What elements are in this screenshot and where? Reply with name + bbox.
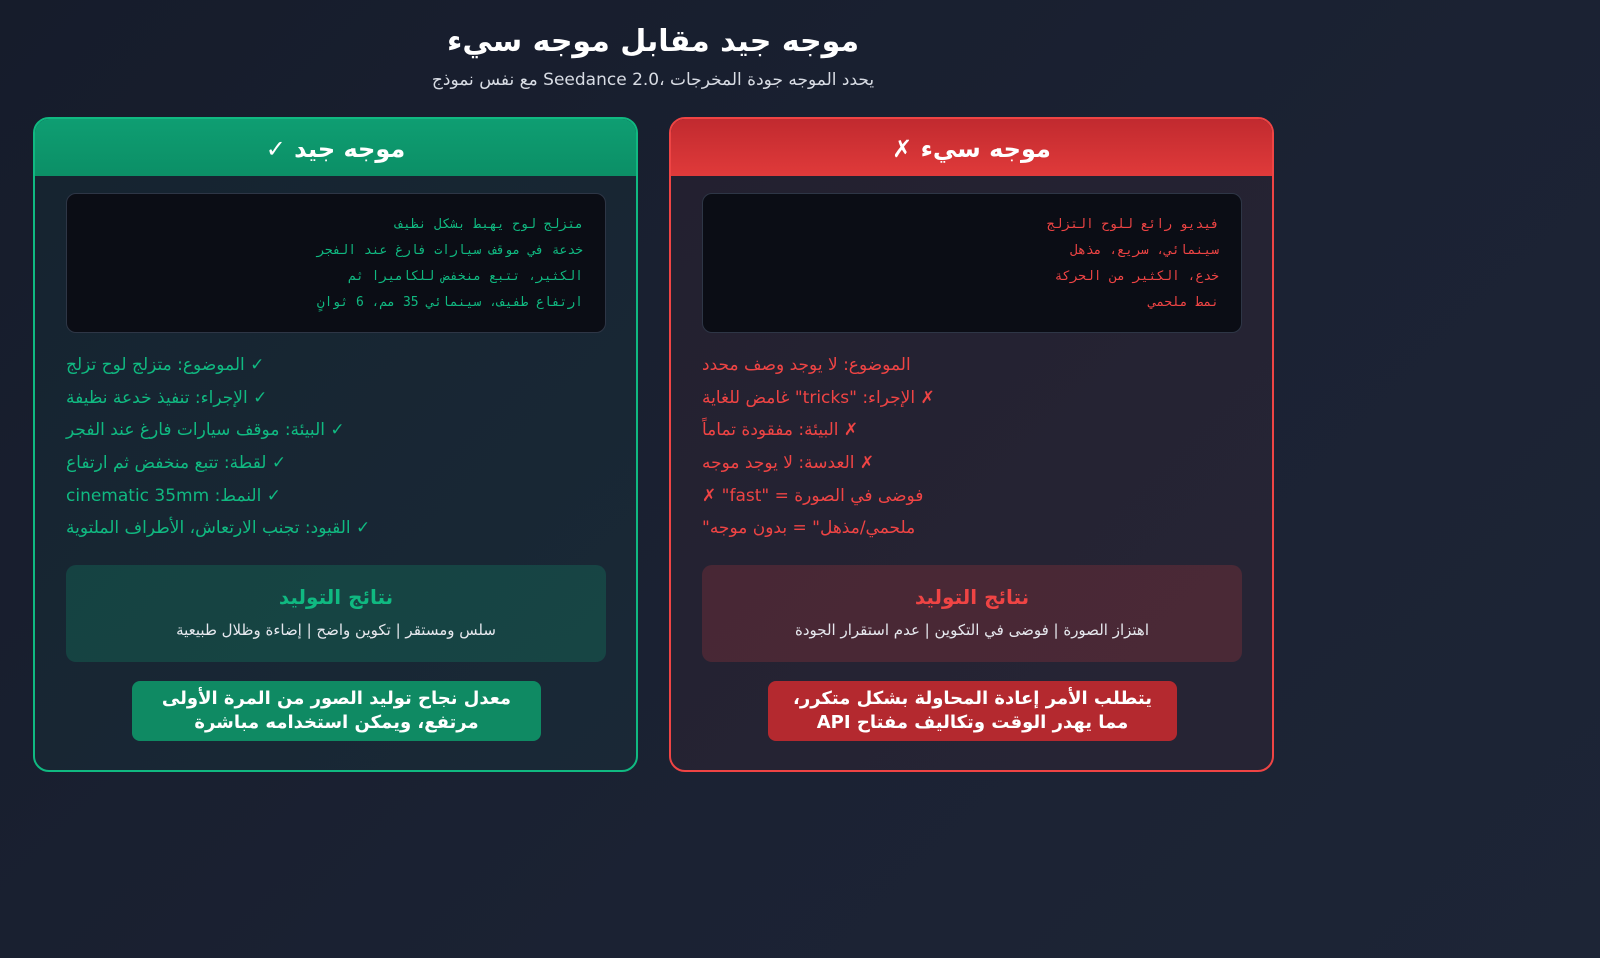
list-item: ✓ لقطة: تتبع منخفض ثم ارتفاع xyxy=(66,453,287,474)
list-item: ملحمي/مذهل" = بدون موجه" xyxy=(702,518,916,539)
results-description: اهتزاز الصورة | فوضى في التكوين | عدم استقرار الجودة xyxy=(795,621,1149,639)
list-item: ✗ "fast" = فوضى في الصورة xyxy=(702,485,924,506)
bad-prompt-card xyxy=(669,117,1274,772)
good-checklist xyxy=(66,349,606,545)
results-title: نتائج التوليد xyxy=(914,585,1030,609)
good-outcome-button[interactable] xyxy=(132,681,541,741)
code-line: سينمائي، سريع، مذهل xyxy=(1070,243,1219,258)
code-line: متزلج لوح يهبط بشكل نظيف xyxy=(395,217,583,232)
list-item: ✓ الإجراء: تنفيذ خدعة نظيفة xyxy=(66,387,268,408)
code-line: خدعة في موقف سيارات فارغ عند الفجر xyxy=(316,243,583,258)
code-line: الكثير، تتبع منخفض للكاميرا ثم xyxy=(348,269,583,284)
page-subtitle: يحدد الموجه جودة المخرجات ،Seedance 2.0 مع نفس نموذج xyxy=(431,70,875,90)
results-description: سلس ومستقر | تكوين واضح | إضاءة وظلال طبيعية xyxy=(176,621,496,639)
code-line: نمط ملحمي xyxy=(1148,295,1219,310)
good-prompt-card xyxy=(33,117,638,772)
list-item: ✓ القيود: تجنب الارتعاش، الأطراف الملتوية xyxy=(66,518,371,539)
good-card-title: موجه جيد ✓ xyxy=(35,119,636,176)
bad-card-title: موجه سيء ✗ xyxy=(671,119,1272,176)
results-title: نتائج التوليد xyxy=(278,585,394,609)
bad-prompt-code xyxy=(702,193,1242,333)
code-line: ارتفاع طفيف، سينمائي 35 مم، 6 ثوانٍ xyxy=(316,295,583,310)
list-item: ✓ النمط: cinematic 35mm xyxy=(66,485,281,506)
bad-results-box xyxy=(702,565,1242,662)
list-item: ✓ الموضوع: متزلج لوح تزلج xyxy=(66,355,265,375)
list-item: ✗ البيئة: مفقودة تماماً xyxy=(702,420,859,441)
list-item: ✗ الإجراء: "tricks" غامض للغاية xyxy=(702,387,935,408)
code-line: فيديو رائع للوح التزلج xyxy=(1046,217,1219,232)
button-label: يتطلب الأمر إعادة المحاولة بشكل متكرر، مما يهدر الوقت وتكاليف مفتاح API xyxy=(793,688,1152,733)
bad-checklist xyxy=(702,349,1242,545)
list-item: ✓ البيئة: موقف سيارات فارغ عند الفجر xyxy=(66,420,345,441)
page-title: موجه جيد مقابل موجه سيء xyxy=(446,24,860,59)
list-item: الموضوع: لا يوجد وصف محدد xyxy=(702,355,911,375)
good-results-box xyxy=(66,565,606,662)
good-prompt-code xyxy=(66,193,606,333)
bad-outcome-button[interactable] xyxy=(768,681,1177,741)
list-item: ✗ العدسة: لا يوجد موجه xyxy=(702,453,875,474)
button-label: معدل نجاح توليد الصور من المرة الأولى مرتفع، ويمكن استخدامه مباشرة xyxy=(161,688,512,733)
code-line: خدع، الكثير من الحركة xyxy=(1054,269,1219,284)
